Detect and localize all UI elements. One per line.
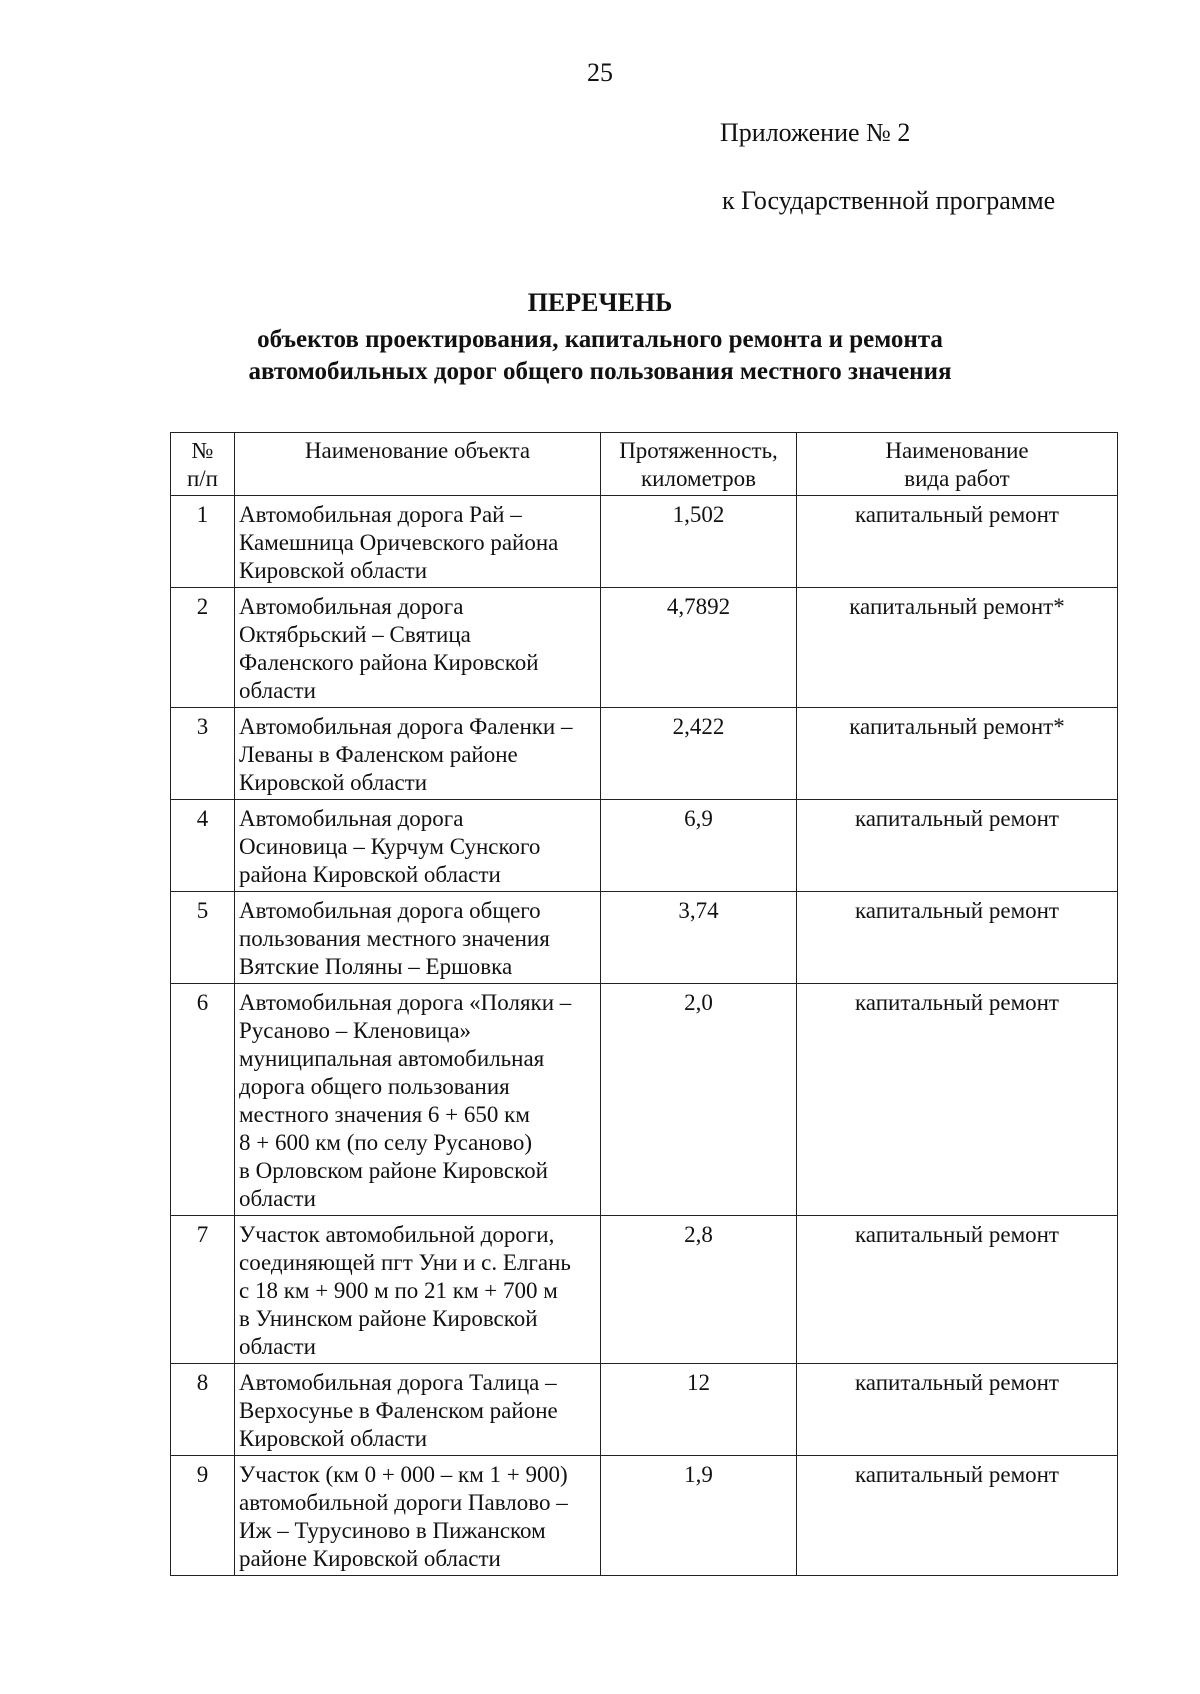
header-number — [171, 433, 235, 496]
object-name-cell — [235, 496, 601, 588]
object-name-line: с 18 км + 900 м по 21 км + 700 м — [239, 1278, 558, 1303]
object-name-line: Автомобильная дорога Фаленки – — [239, 714, 573, 739]
object-name-line: районе Кировской области — [239, 1546, 501, 1571]
work-type-cell: капитальный ремонт — [797, 984, 1118, 1216]
object-name-line: 8 + 600 км (по селу Русаново) — [239, 1130, 533, 1155]
table-row — [171, 708, 1118, 800]
table-row — [171, 1456, 1118, 1576]
header-work-type — [797, 433, 1118, 496]
table-row — [171, 984, 1118, 1216]
object-name-line: Леваны в Фаленском районе — [239, 742, 518, 767]
row-number: 1 — [171, 496, 235, 588]
object-name-line: Автомобильная дорога — [239, 806, 464, 831]
object-name-line: Иж – Турусиново в Пижанском — [239, 1518, 546, 1543]
table-row — [171, 1216, 1118, 1364]
row-number: 5 — [171, 892, 235, 984]
object-name-line: местного значения 6 + 650 км — [239, 1102, 530, 1127]
object-name-cell — [235, 708, 601, 800]
length-cell: 1,502 — [601, 496, 797, 588]
document-title: ПЕРЕЧЕНЬ — [527, 288, 673, 317]
object-name-line: Автомобильная дорога общего — [239, 898, 541, 923]
object-name-cell — [235, 800, 601, 892]
object-name-line: Вятские Поляны – Ершовка — [239, 954, 513, 979]
header-object-name — [235, 433, 601, 496]
object-name-cell — [235, 1364, 601, 1456]
header-object-name-text: Наименование объекта — [304, 438, 531, 463]
object-name-cell — [235, 1216, 601, 1364]
object-name-line: Автомобильная дорога — [239, 594, 464, 619]
subtitle-line-1: объектов проектирования, капитального ремонта и ремонта — [257, 326, 943, 353]
header-work-type-line-2: вида работ — [904, 466, 1010, 491]
table-row — [171, 588, 1118, 708]
object-name-cell — [235, 892, 601, 984]
object-name-line: Кировской области — [239, 770, 428, 795]
program-reference: к Государственной программе — [722, 186, 1056, 215]
length-cell: 3,74 — [601, 892, 797, 984]
length-cell: 1,9 — [601, 1456, 797, 1576]
row-number: 9 — [171, 1456, 235, 1576]
road-objects-table — [170, 432, 1118, 1576]
work-type-cell: капитальный ремонт — [797, 496, 1118, 588]
length-cell: 4,7892 — [601, 588, 797, 708]
object-name-cell — [235, 984, 601, 1216]
row-number: 2 — [171, 588, 235, 708]
row-number: 6 — [171, 984, 235, 1216]
table-body — [171, 496, 1118, 1576]
page-number: 25 — [587, 58, 613, 87]
header-work-type-line-1: Наименование — [885, 438, 1029, 463]
object-name-line: Участок автомобильной дороги, — [239, 1222, 555, 1247]
header-number-line-1: № — [191, 438, 214, 463]
length-cell: 2,422 — [601, 708, 797, 800]
row-number: 3 — [171, 708, 235, 800]
work-type-cell: капитальный ремонт — [797, 1456, 1118, 1576]
table-row — [171, 496, 1118, 588]
object-name-line: Верхосунье в Фаленском районе — [239, 1398, 558, 1423]
length-cell: 2,8 — [601, 1216, 797, 1364]
work-type-cell: капитальный ремонт* — [797, 588, 1118, 708]
object-name-line: автомобильной дороги Павлово – — [239, 1490, 568, 1515]
object-name-line: Камешница Оричевского района — [239, 530, 559, 555]
object-name-line: Русаново – Кленовица» — [239, 1018, 472, 1043]
header-length-line-1: Протяженность, — [619, 438, 778, 463]
object-name-line: района Кировской области — [239, 862, 501, 887]
object-name-line: Кировской области — [239, 558, 428, 583]
object-name-line: Кировской области — [239, 1426, 428, 1451]
table-row — [171, 892, 1118, 984]
object-name-line: области — [239, 1186, 316, 1211]
object-name-line: Автомобильная дорога Рай – — [239, 502, 522, 527]
table-row — [171, 800, 1118, 892]
object-name-line: в Унинском районе Кировской — [239, 1306, 538, 1331]
object-name-line: Октябрьский – Святица — [239, 622, 471, 647]
table-row — [171, 1364, 1118, 1456]
row-number: 8 — [171, 1364, 235, 1456]
object-name-line: области — [239, 678, 316, 703]
header-length-line-2: километров — [641, 466, 756, 491]
length-cell: 6,9 — [601, 800, 797, 892]
object-name-line: области — [239, 1334, 316, 1359]
object-name-cell — [235, 1456, 601, 1576]
object-name-line: соединяющей пгт Уни и с. Елгань — [239, 1250, 571, 1275]
row-number: 4 — [171, 800, 235, 892]
table-header-row — [171, 433, 1118, 496]
subtitle-line-2: автомобильных дорог общего пользования местного значения — [248, 358, 952, 385]
object-name-line: Осиновица – Курчум Сунского — [239, 834, 541, 859]
work-type-cell: капитальный ремонт — [797, 892, 1118, 984]
header-length — [601, 433, 797, 496]
document-subtitle — [0, 324, 1200, 388]
object-name-line: Фаленского района Кировской — [239, 650, 539, 675]
length-cell: 12 — [601, 1364, 797, 1456]
appendix-label: Приложение № 2 — [720, 118, 911, 147]
work-type-cell: капитальный ремонт — [797, 1216, 1118, 1364]
length-cell: 2,0 — [601, 984, 797, 1216]
row-number: 7 — [171, 1216, 235, 1364]
object-name-line: Автомобильная дорога «Поляки – — [239, 990, 572, 1015]
object-name-cell — [235, 588, 601, 708]
object-name-line: пользования местного значения — [239, 926, 550, 951]
object-name-line: в Орловском районе Кировской — [239, 1158, 548, 1183]
work-type-cell: капитальный ремонт — [797, 800, 1118, 892]
object-name-line: дорога общего пользования — [239, 1074, 510, 1099]
object-name-line: муниципальная автомобильная — [239, 1046, 545, 1071]
object-name-line: Участок (км 0 + 000 – км 1 + 900) — [239, 1462, 568, 1487]
header-number-line-2: п/п — [186, 466, 218, 491]
work-type-cell: капитальный ремонт — [797, 1364, 1118, 1456]
work-type-cell: капитальный ремонт* — [797, 708, 1118, 800]
object-name-line: Автомобильная дорога Талица – — [239, 1370, 557, 1395]
